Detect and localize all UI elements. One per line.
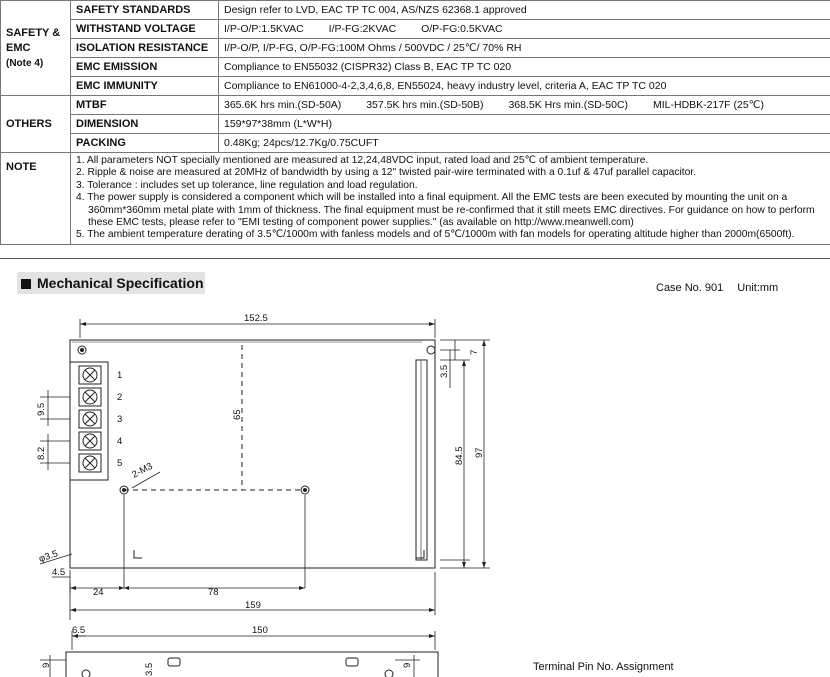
- mount-hole-top-left-center-icon: [81, 349, 84, 352]
- terminal-screw-5-cross-icon: [85, 458, 95, 468]
- side-view-slot-mid-icon: [168, 658, 180, 666]
- dim-text-7: 7: [469, 349, 480, 355]
- side-view-hole-right-icon: [385, 670, 393, 677]
- dim-text-150: 150: [252, 625, 268, 636]
- mtbf-sd50b: 357.5K hrs min.(SD-50B): [366, 99, 484, 111]
- terminal-pin-assignment-title: Terminal Pin No. Assignment: [533, 661, 674, 673]
- mtbf-sd50a: 365.6K hrs min.(SD-50A): [224, 99, 342, 111]
- dim-text-3-5: 3.5: [439, 364, 450, 378]
- side-view-hole-left-icon: [82, 670, 90, 677]
- pin-number-2: 2: [117, 392, 123, 403]
- mtbf-value: [219, 96, 830, 115]
- packing-label: PACKING: [71, 134, 219, 153]
- top-view-body-outline: [70, 340, 435, 568]
- spec-row-note: [1, 153, 830, 245]
- safety-group-line3: (Note 4): [6, 57, 44, 69]
- dim-line-24-78: [70, 583, 305, 593]
- pin-number-labels: [117, 370, 122, 469]
- dimension-value: 159*97*38mm (L*W*H): [219, 115, 830, 134]
- note-item-2: 2. Ripple & noise are measured at 20MHz of bandwidth by using a 12" twisted pair-wire terminated with a 0.1uf & 47uf parallel capacitor.: [76, 167, 697, 179]
- dim-text-84-5: 84.5: [454, 446, 465, 465]
- others-group-label: OTHERS: [1, 96, 71, 153]
- emc-emission-value: Compliance to EN55032 (CISPR32) Class B, EAC TP TC 020: [219, 58, 830, 77]
- withstand-ip-fg: I/P-FG:2KVAC: [328, 23, 397, 35]
- withstand-voltage-value: [219, 20, 830, 39]
- spec-table: [0, 0, 830, 245]
- emc-emission-label: EMC EMISSION: [71, 58, 219, 77]
- emc-immunity-value: Compliance to EN61000-4-2,3,4,6,8, EN55024, heavy industry level, criteria A, EAC TP TC 020: [219, 77, 830, 96]
- withstand-ip-op: I/P-O/P:1.5KVAC: [224, 23, 304, 35]
- mechanical-spec-title: Mechanical Specification: [37, 275, 204, 291]
- terminal-screw-3-cross-icon: [85, 414, 95, 424]
- isolation-resistance-value: I/P-O/P, I/P-FG, O/P-FG:100M Ohms / 500VDC / 25℃/ 70% RH: [219, 39, 830, 58]
- side-view-slot-right-icon: [346, 658, 358, 666]
- dimension-arrowheads: [70, 322, 486, 638]
- safety-group-line2: EMC: [6, 41, 31, 54]
- spec-row-safety-standards: [1, 1, 830, 20]
- mtbf-standard: MIL-HDBK-217F (25℃): [652, 99, 764, 111]
- side-view-body-outline: [66, 652, 438, 677]
- case-number: Case No. 901: [656, 282, 724, 294]
- dim-text-152-5: 152.5: [244, 313, 268, 324]
- spec-row-emc-emission: [1, 58, 830, 77]
- dim-text-9-right: 9: [402, 662, 413, 668]
- note-content: [71, 153, 830, 245]
- m3-hole-right-center-icon: [304, 489, 307, 492]
- dim-text-3-5b: 3.5: [144, 662, 155, 676]
- spec-row-isolation-resistance: [1, 39, 830, 58]
- emc-immunity-label: EMC IMMUNITY: [71, 77, 219, 96]
- note-list: [76, 153, 825, 244]
- bottom-tab-marks: [134, 550, 424, 558]
- terminal-screw-4-cross-icon: [85, 436, 95, 446]
- heading-square-icon: [21, 279, 31, 289]
- safety-standards-label: SAFETY STANDARDS: [71, 1, 219, 20]
- dim-text-8-2: 8.2: [36, 446, 47, 460]
- dim-text-24: 24: [93, 587, 104, 598]
- spec-row-dimension: [1, 115, 830, 134]
- spec-row-packing: [1, 134, 830, 153]
- note-item-1: 1. All parameters NOT specially mentioned are measured at 12,24,48VDC input, rated load and 25℃ of ambient temperature.: [76, 155, 649, 166]
- dim-text-6-5: 6.5: [72, 625, 86, 636]
- dimension-labels: [36, 313, 485, 676]
- withstand-op-fg: O/P-FG:0.5KVAC: [421, 23, 503, 35]
- pin-number-5: 5: [117, 458, 123, 469]
- dim-text-78: 78: [208, 587, 219, 598]
- dim-text-4-5: 4.5: [52, 567, 66, 578]
- dimension-label: DIMENSION: [71, 115, 219, 134]
- mechanical-spec-heading: [17, 272, 205, 294]
- terminal-screws: [79, 366, 101, 472]
- note-label: NOTE: [1, 153, 71, 245]
- m3-hole-left-center-icon: [123, 489, 126, 492]
- hole-extension-lines: [124, 495, 305, 588]
- isolation-resistance-label: ISOLATION RESISTANCE: [71, 39, 219, 58]
- spec-row-emc-immunity: [1, 77, 830, 96]
- safety-emc-group-label: [1, 1, 71, 96]
- pin-number-4: 4: [117, 436, 123, 447]
- packing-value: 0.48Kg; 24pcs/12.7Kg/0.75CUFT: [219, 134, 830, 153]
- withstand-voltage-label: WITHSTAND VOLTAGE: [71, 20, 219, 39]
- mechanical-drawing: [0, 300, 830, 677]
- pin-number-3: 3: [117, 414, 123, 425]
- dim-text-97: 97: [474, 447, 485, 458]
- dim-text-phi-3-5: φ3.5: [37, 548, 60, 565]
- unit-label: Unit:mm: [737, 282, 779, 294]
- note-item-3: 3. Tolerance : includes set up tolerance, line regulation and load regulation.: [76, 179, 418, 191]
- mtbf-sd50c: 368.5K Hrs min.(SD-50C): [508, 99, 629, 111]
- case-info: [656, 282, 792, 294]
- dim-text-2-m3: 2-M3: [130, 460, 155, 481]
- section-divider: [0, 258, 830, 259]
- mtbf-label: MTBF: [71, 96, 219, 115]
- safety-group-line1: SAFETY &: [6, 26, 61, 39]
- note-item-4: 4. The power supply is considered a component which will be installed into a final equipment. All the EMC tests are been executed by mounting the unit on a 360mm*360mm metal plate with 1mm of thickness. The final equipment must be re-confirmed that it still meets EMC directives. For guidance on how to perform these EMC tests, please refer to "EMI testing of component power supplies." (as available on http://www.meanwell.com): [76, 192, 815, 229]
- dim-text-159: 159: [245, 600, 261, 611]
- terminal-screw-2-cross-icon: [85, 392, 95, 402]
- dim-text-65: 65: [232, 409, 243, 420]
- dim-text-9-left: 9: [41, 662, 52, 668]
- pin-number-1: 1: [117, 370, 123, 381]
- safety-standards-value: Design refer to LVD, EAC TP TC 004, AS/NZS 62368.1 approved: [219, 1, 830, 20]
- note-item-5: 5. The ambient temperature derating of 3.5℃/1000m with fanless models and of 5℃/1000m with fan models for operating altitude higher than 2000m(6500ft).: [76, 229, 795, 241]
- terminal-screw-1-cross-icon: [85, 370, 95, 380]
- spec-row-withstand-voltage: [1, 20, 830, 39]
- mount-hole-top-right-icon: [427, 346, 435, 354]
- spec-row-mtbf: [1, 96, 830, 115]
- dim-text-9-5: 9.5: [36, 402, 47, 416]
